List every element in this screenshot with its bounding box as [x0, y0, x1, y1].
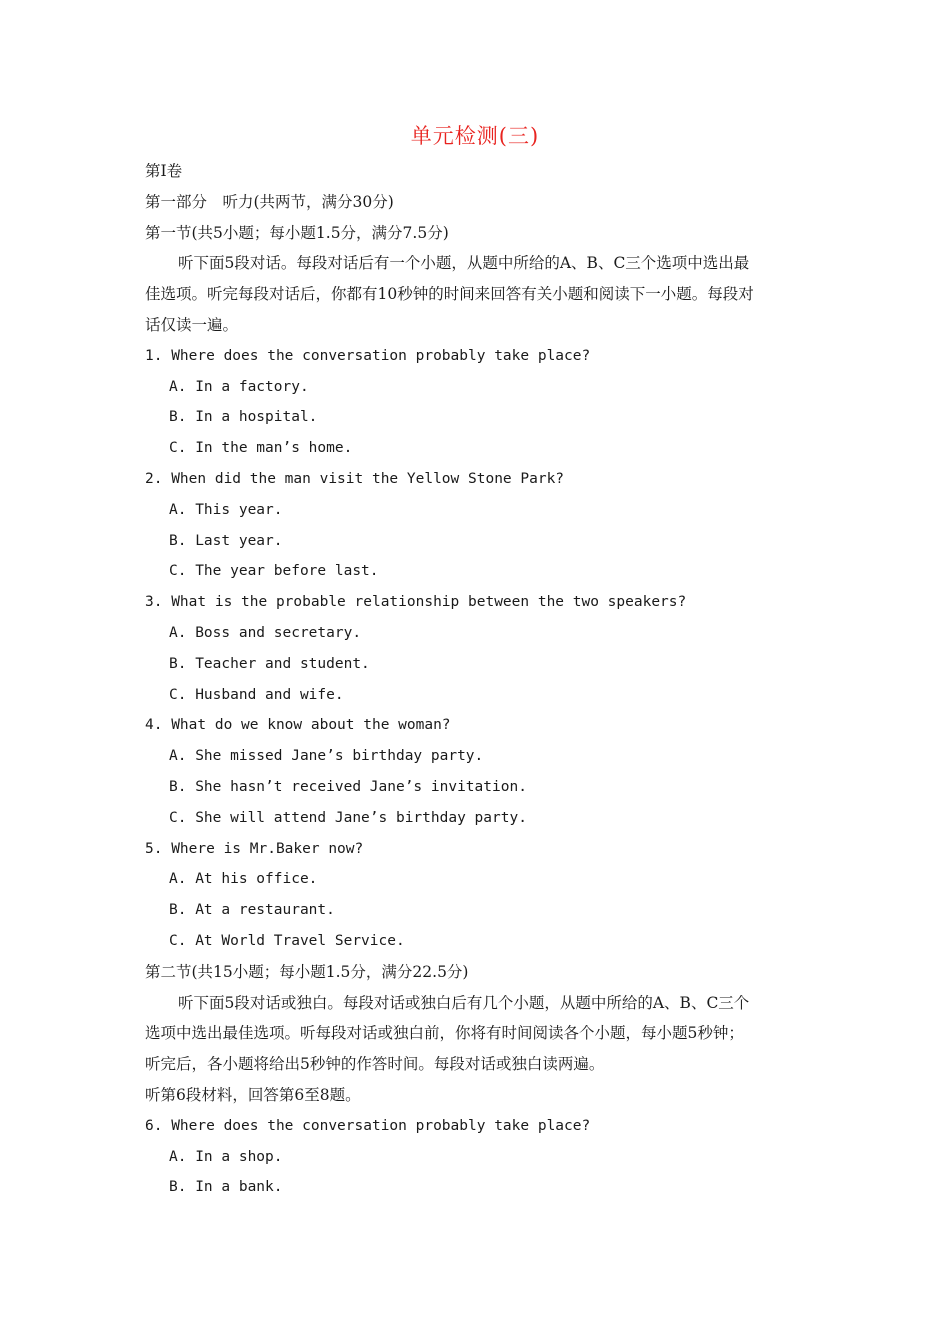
text-line: C. At World Travel Service.: [169, 932, 405, 949]
text-line: 听第6段材料，回答第6至8题。: [145, 1085, 361, 1104]
text-line: 1. Where does the conversation probably take place?: [145, 347, 591, 364]
text-line: C. The year before last.: [169, 563, 379, 580]
text-line: 第一节(共5小题；每小题1.5分，满分7.5分): [145, 223, 449, 242]
text-line: A. At his office.: [169, 871, 318, 888]
text-line: 听下面5段对话。每段对话后有一个小题，从题中所给的A、B、C三个选项中选出最: [178, 254, 750, 273]
text-line: B. In a hospital.: [169, 409, 318, 426]
text-line: 选项中选出最佳选项。听每段对话或独白前，你将有时间阅读各个小题，每小题5秒钟；: [145, 1024, 744, 1043]
text-line: 5. Where is Mr.Baker now?: [145, 840, 364, 857]
text-line: 话仅读一遍。: [145, 315, 239, 334]
text-line: A. In a shop.: [169, 1148, 283, 1165]
text-line: 2. When did the man visit the Yellow Stone Park?: [145, 470, 565, 487]
document-title: 单元检测(三): [410, 124, 540, 148]
text-line: B. In a bank.: [169, 1179, 283, 1196]
text-line: C. Husband and wife.: [169, 686, 344, 703]
text-line: 听下面5段对话或独白。每段对话或独白后有几个小题，从题中所给的A、B、C三个: [178, 993, 750, 1012]
text-line: 第一部分 听力(共两节，满分30分): [145, 192, 394, 211]
text-line: B. She hasn’t received Jane’s invitation.: [169, 778, 527, 795]
text-line: 第二节(共15小题；每小题1.5分，满分22.5分): [145, 962, 469, 981]
text-line: 听完后，各小题将给出5秒钟的作答时间。每段对话或独白读两遍。: [145, 1055, 605, 1074]
text-line: 佳选项。听完每段对话后，你都有10秒钟的时间来回答有关小题和阅读下一小题。每段对: [145, 285, 754, 304]
text-line: 3. What is the probable relationship between the two speakers?: [145, 594, 687, 611]
text-line: B. Teacher and student.: [169, 655, 370, 672]
text-line: 第Ⅰ卷: [145, 162, 183, 180]
text-line: 4. What do we know about the woman?: [145, 717, 451, 734]
text-line: A. She missed Jane’s birthday party.: [169, 748, 484, 765]
text-line: C. In the man’s home.: [169, 440, 353, 457]
text-line: A. Boss and secretary.: [169, 624, 362, 641]
text-line: C. She will attend Jane’s birthday party.: [169, 809, 527, 826]
text-line: A. In a factory.: [169, 378, 309, 395]
text-line: A. This year.: [169, 501, 283, 518]
text-line: 6. Where does the conversation probably take place?: [145, 1117, 591, 1134]
text-line: B. At a restaurant.: [169, 902, 335, 919]
text-line: B. Last year.: [169, 532, 283, 549]
document-body: [145, 156, 805, 1203]
